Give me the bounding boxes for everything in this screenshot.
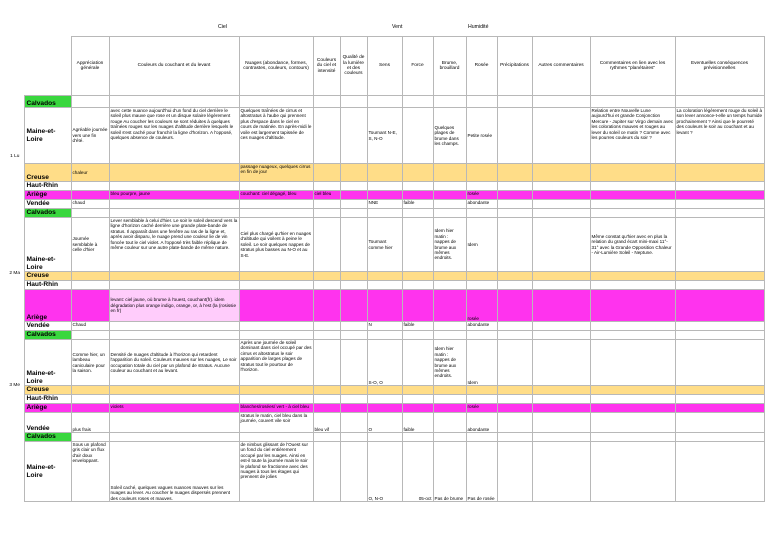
table-row [6,96,764,108]
region-creuse: Creuse [24,272,71,281]
cell-rosee: Idem [466,218,497,272]
col-couleurs: Couleurs du couchant et du levant [109,37,239,96]
cell-nuages: Quelques traînées de cirrus et altostratus à l'aube qui prennent plus d'espace dans le ciel en cours de matinée. En après-midi le voile est largement tapissée de ces nuages d'altitude. [239,108,313,164]
cell-nuages: Ciel plus chargé qu'hier en nuages d'altitude qui voilent à peine le soleil. Le soir quelques nappes de stratus plus basses au N-O et au S-E. [239,218,313,272]
cell-nuages: stratus le matin, ciel bleu dans la journée, couvert vile soir [239,413,313,433]
table-row [6,209,764,218]
cell-appreciation: chaud [71,200,109,209]
region-vendee: Vendée [24,413,71,433]
cell-rosee: Pas de rosée [466,442,497,502]
group-humidite: Humidité [468,24,489,30]
col-comm-rythmes: Commentaires en lien avec les rythmes "planétaires" [590,37,675,96]
col-force: Force [402,37,433,96]
cell-nuages: passage nuageux, quelques cirrus en fin de jour [239,164,313,182]
region-ariege: Ariège [24,290,71,322]
cell-appreciation: Journée semblable à celle d'hier [71,218,109,272]
col-autres: Autres commentaires [532,37,590,96]
cell-couleurs: violets [109,404,239,413]
group-ciel: Ciel [218,24,227,30]
table-row [6,322,764,331]
cell-appreciation: Sous un plafond gris clair un flux d'air doux enveloppant. [71,442,109,502]
cell-appreciation: Agréable journée vers une fin d'été. [71,108,109,164]
cell-rythmes: Même constat qu'hier avec en plus la relation du grand écart mini-maxi 11°- 31° avec la Grande Opposition Chaleur - Air-Lumière Soleil - Neptune. [590,218,675,272]
cell-rythmes: Relation entre Nouvelle Lune aujourd'hui et grande Conjonction Mercure - Jupiter sur Virgo demain avec les colorations mauves et rouges au lever du soleil ce matin ? Comme avec les pourres couleurs du soir ? [590,108,675,164]
region-calvados: Calvados [24,331,71,340]
cell-force: faible [402,322,433,331]
cell-rosee: Idem [466,340,497,386]
cell-force: 05-oct [402,442,433,502]
cell-brume: Quelques plages de brume dans les champs. [433,108,466,164]
cell-sens: O [367,413,402,433]
cell-rosee: abondante [466,200,497,209]
date-cell: 1 Lu [10,153,20,159]
cell-appreciation: Chaud [71,322,109,331]
cell-rosee: rosée [466,191,497,200]
cell-brume: Pas de brume [433,442,466,502]
cell-rosee: abondante [466,413,497,433]
cell-rosee: abondante [466,322,497,331]
cell-force: faible [402,413,433,433]
cell-nuages: couchant: ciel dégagé, bleu [239,191,313,200]
col-appreciation: Appréciation générale [71,37,109,96]
cell-rosee: rosée [466,290,497,322]
date-cell: 2 Ma [9,271,21,277]
region-maine-et-loire: Maine-et-Loire [24,340,71,386]
col-couleurs-ciel: Couleurs du ciel et intensité [313,37,340,96]
col-nuages: Nuages (abondance, formes, contrastes, couleurs, contours) [239,37,313,96]
cell-appreciation: Comme hier, un lambeau caniculaire pour la saison. [71,340,109,386]
table-row [6,442,764,502]
cell-sens: O, N-O [367,442,402,502]
region-maine-et-loire: Maine-et-Loire [24,442,71,502]
table-row [6,331,764,340]
group-vent: Vent [392,24,403,30]
weather-table [6,36,765,502]
table-row [6,395,764,404]
cell-couleurs: Lever semblable à celui d'hier. Le soir le soleil descend vers la ligne d'horizon caché derrière une grande plate-bande de stratus. Il apparaît dans une fenêtre au ras de la ligne et, après avoir disparu, le nuage prend une couleur lie de vin foncée tout le ciel violet. A l'opposé très faible réplique de même couleur sur une autre plate-bande de même nature. [109,218,239,272]
cell-sens: Tournant comme hier [367,218,402,272]
table-row [6,404,764,413]
cell-couleurs-ciel: ciel bleu [313,191,340,200]
cell-couleurs: Soleil caché, quelques vagues nuances mauves sur les nuages au lever. Au coucher le nuages dispersés prennent des couleurs roses et mauves. [109,442,239,502]
table-row [6,191,764,200]
cell-sens: Tournant N-E, S, N-O [367,108,402,164]
table-row [6,108,764,164]
table-row [6,340,764,386]
cell-rosee: Petite rosée [466,108,497,164]
table-row [6,164,764,182]
cell-brume: Idem hier matin : nappes de brume aux mêmes endroits. [433,218,466,272]
table-row [6,182,764,191]
table-row [6,272,764,281]
date-cell: 3 Me [9,383,21,389]
cell-sens: NNE [367,200,402,209]
cell-brume: Idem hier matin : nappes de brume aux mêmes endroits. [433,340,466,386]
cell-nuages: blanches/rosées/ vert - à ciel bleu [239,404,313,413]
table-row [6,290,764,322]
cell-nuages: de nimbus glissant de l'Ouest sur un fond du ciel entièrement occupé par les nuages. Ainsi en est-il toute la journée mais le soir le plafond se fractionne avec des nuages à tous les étages qui prennent de jolies [239,442,313,502]
col-consequences: Eventuelles conséquences prévisionnelles [675,37,764,96]
column-header-row [6,37,764,96]
region-haut-rhin: Haut-Rhin [24,395,71,404]
col-precip: Précipitations [497,37,532,96]
table-row [6,218,764,272]
cell-couleurs: bleu pourpre, jaune [109,191,239,200]
region-haut-rhin: Haut-Rhin [24,281,71,290]
cell-sens: S-O, O [367,340,402,386]
table-row [6,413,764,433]
cell-couleurs: avec cette nuance aujourd'hui d'un fond du ciel derrière le soleil plus mauve que rose et un disque solaire légèrement rouge Au coucher les couleurs se sont réduites à quelques traînées rouges sur les nuages d'altitude derrière lesquels le soleil s'est caché pour franchir la ligne d'horizon. A l'opposé, quelques absence de couleurs. [109,108,239,164]
region-calvados: Calvados [24,433,71,442]
table-row [6,200,764,209]
cell-sens: N [367,322,402,331]
cell-consequences: La coloration légèrement rouge du soleil à son lever annonce-t-elle un temps humide prochainement ? Ainsi que le pourreté des couleurs le soir au couchant et au levant ? [675,108,764,164]
cell-couleurs: Densité de nuages d'altitude à l'horizon qui retardent l'apparition du soleil. Couleurs mauves sur les nuages, Le soir occupation totale du ciel par un plafond de stratus. Aucune couleur au couchant et au levant. [109,340,239,386]
cell-nuages: Après une journée de soleil dominant dans ciel occupé par des cirrus et altostratus le soir apparition de larges plages de stratus tout le pourtour de l'horizon. [239,340,313,386]
col-sens: Sens [367,37,402,96]
region-ariege: Ariège [24,404,71,413]
table-row [6,433,764,442]
cell-appreciation: plus frais [71,413,109,433]
cell-couleurs-ciel: bleu vif [313,413,340,433]
table-row [6,281,764,290]
cell-couleurs: levant: ciel jaune, où brume à l'ouest, couchant(fr). idem dégradation plus orange indigo, orange, or, à l'est (la (rosissie en fr) [109,290,239,322]
cell-rosee: rosée [466,404,497,413]
col-brume: Brume, brouillard [433,37,466,96]
region-creuse: Creuse [24,386,71,395]
table-row [6,386,764,395]
cell-appreciation: chaleur [71,164,109,182]
region-maine-et-loire: Maine-et-Loire [24,108,71,164]
cell-force: faible [402,200,433,209]
col-qualite: Qualité de la lumière et des couleurs [340,37,367,96]
col-rosee: Rosée [466,37,497,96]
region-calvados: Calvados [24,96,71,108]
region-vendee: Vendée [24,200,71,209]
region-maine-et-loire: Maine-et-Loire [24,218,71,272]
region-calvados: Calvados [24,209,71,218]
region-ariege: Ariège [24,191,71,200]
header-group-row [0,0,768,36]
region-creuse: Creuse [24,164,71,182]
region-vendee: Vendée [24,322,71,331]
region-haut-rhin: Haut-Rhin [24,182,71,191]
